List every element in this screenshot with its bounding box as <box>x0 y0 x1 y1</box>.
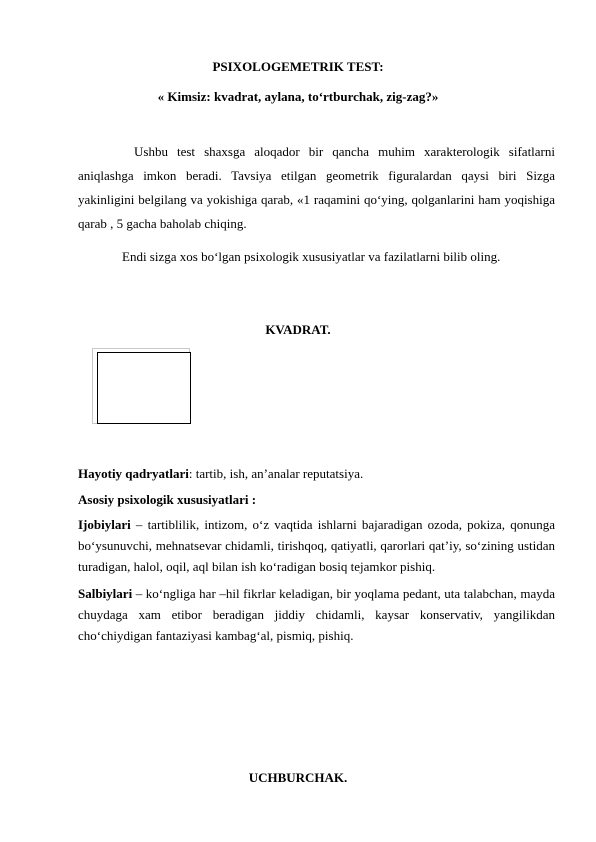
section-heading-uchburchak: UCHBURCHAK. <box>248 770 348 785</box>
document-subtitle: « Kimsiz: kvadrat, aylana, to‘rtburchak, zig-zag?» <box>157 89 439 104</box>
ijobiy-text: – tartiblilik, intizom, o‘z vaqtida ishlarni bajaradigan ozoda, pokiza, qonunga bo‘ysunuvchi, mehnatsevar chidamli, tirishqoq, qatiyatli, qarorlari qat’iy, so‘zining ustidan turadigan, halol, oqil, aql bilan ish ko‘radigan bosiq tejamkor pishiq. <box>78 517 555 574</box>
intro-followup: Endi sizga xos bo‘lgan psixologik xususiyatlar va fazilatlarni bilib oling. <box>122 249 501 264</box>
ijobiy-label: Ijobiylari <box>78 517 131 532</box>
square-shape <box>97 352 191 424</box>
section-heading-kvadrat: KVADRAT. <box>265 322 331 337</box>
document-title: PSIXOLOGEMETRIK TEST: <box>212 59 384 74</box>
hayotiy-text: : tartib, ish, an’analar reputatsiya. <box>188 466 364 481</box>
hayotiy-label: Hayotiy qadryatlari <box>78 466 189 481</box>
intro-paragraph: Ushbu test shaxsga aloqador bir qancha muhim xarakterologik sifatlarni aniqlashga imkon beradi. Tavsiya etilgan geometrik figuralardan qaysi biri Sizga yakinligini belgilang va yokishiga qarab, «1 raqamini qo‘ying, qolganlarini ham yoqishiga qarab , 5 gacha baholab chiqing. <box>78 144 555 231</box>
asosiy-heading: Asosiy psixologik xususiyatlari : <box>78 492 257 507</box>
hayotiy-line <box>78 466 363 482</box>
square-figure <box>92 348 196 428</box>
salbiy-label: Salbiylari <box>78 586 133 601</box>
ijobiy-paragraph <box>78 514 555 577</box>
salbiy-paragraph <box>78 583 555 646</box>
salbiy-text: – ko‘ngliga har –hil fikrlar keladigan, bir yoqlama pedant, uta talabchan, mayda chuydaga xam etibor beradigan jiddiy chidamli, kaysar konservativ, yangilikdan cho‘chiydigan fantaziyasi kambag‘al, pismiq, pishiq. <box>78 586 555 643</box>
